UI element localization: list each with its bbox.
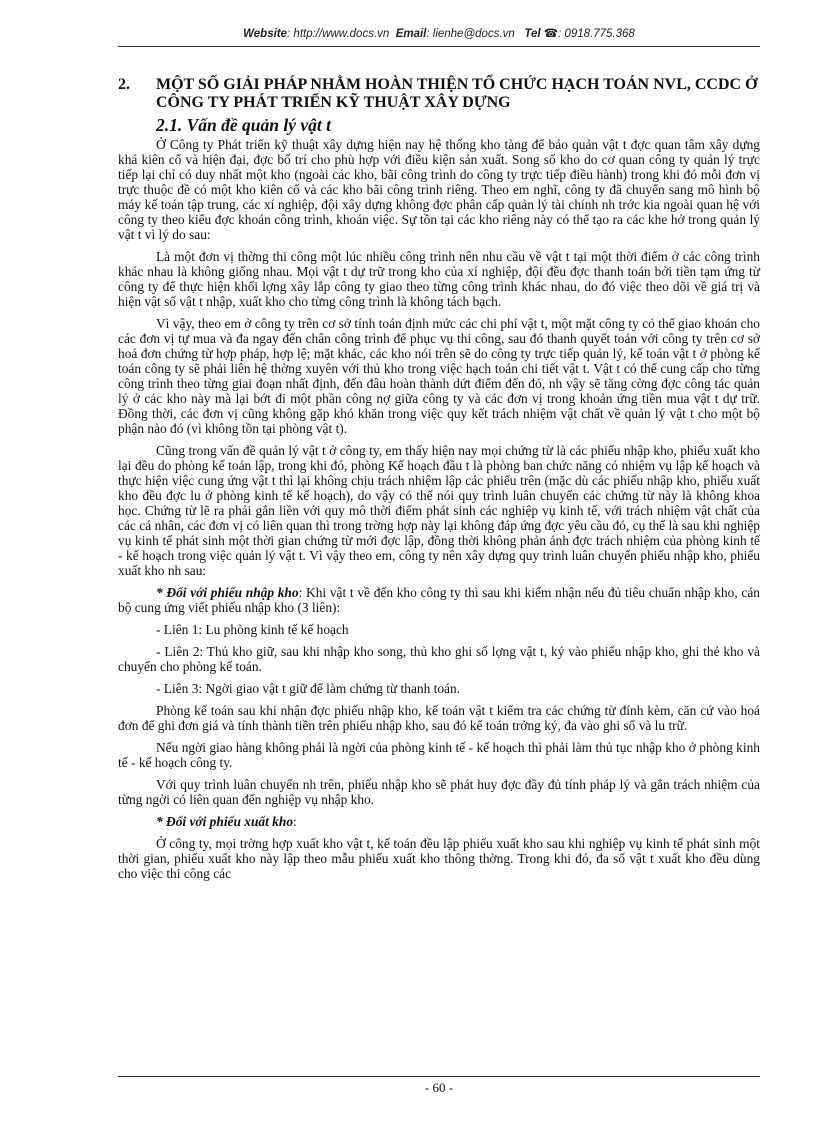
import-paragraph-2: Nếu ngời giao hàng không phải là ngời của phòng kinh tế - kế hoạch thì phải làm thủ tục nhập kho ở phòng kinh tế - kế hoạch công ty.	[118, 740, 760, 770]
subsection-title: 2.1. Vấn đề quản lý vật t	[156, 115, 332, 135]
list-item: - Liên 2: Thủ kho giữ, sau khi nhập kho song, thủ kho ghi số lợng vật t, ký vào phiếu nhập kho, ghi thẻ kho và chuyển cho phòng kế toán.	[118, 644, 760, 674]
email-value: : lienhe@docs.vn	[426, 28, 515, 40]
export-slip-heading	[118, 814, 760, 829]
import-slip-intro-text: : Khi vật t về đến kho công ty thì sau khi kiểm nhận nếu đủ tiêu chuẩn nhập kho, cán bộ cung ứng viết phiếu nhập kho (3 liên):	[118, 585, 760, 615]
phone-icon: ☎	[543, 28, 559, 40]
section-heading	[118, 76, 760, 112]
email-label: Email	[395, 28, 427, 40]
paragraph-1: Ở Công ty Phát triển kỹ thuật xây dựng hiện nay hệ thống kho tàng để bảo quản vật t đợc quan tâm xây dựng khá kiên cố và hiện đại, đợc bố trí cho phù hợp với điều kiện sản xuất. Song số kho do cơ quan công ty quản lý trực tiếp lại chỉ có duy nhất một kho (ngoài các kho, bãi công trình do công ty trực tiếp điều hành) trong khi đó mỗi đơn vị trực thuộc đề có một kho kiên cố và các kho bãi công trình riêng. Theo em nghĩ, công ty đã chuyển sang mô hình bộ máy kế toán tập trung, các xí nghiệp, đội xây dựng không đợc phân cấp quản lý tài chính nh trớc kia ngoài quan hệ với công ty theo kiểu đợc khoán công trình, khoán việc. Sự tồn tại các kho riêng này có thể tạo ra các khe hở trong quản lý vật t vì lý do sau:	[118, 137, 760, 242]
import-paragraph-1: Phòng kế toán sau khi nhận đợc phiếu nhập kho, kế toán vật t kiểm tra các chứng từ đính kèm, căn cứ vào hoá đơn để ghi đơn giá và tính thành tiền trên phiếu nhập kho, sau đó kế toán trởng ký, đa vào ghi sổ và lu trữ.	[118, 703, 760, 733]
import-paragraph-3: Với quy trình luân chuyển nh trên, phiếu nhập kho sẽ phát huy đợc đầy đủ tính pháp lý và gắn trách nhiệm của từng ngời có liên quan đến nghiệp vụ nhập kho.	[118, 777, 760, 807]
list-item: - Liên 3: Ngời giao vật t giữ để làm chứng từ thanh toán.	[156, 681, 461, 696]
page-header	[118, 26, 760, 47]
paragraph-3: Vì vậy, theo em ở công ty trên cơ sở tính toán định mức các chi phí vật t, một mặt công ty có thể giao khoán cho các đơn vị tự mua và đa ngay đến chân công trình để phục vụ thi công, sau đó thanh quyết toán với công ty trên cơ sở hoá đơn chứng từ hợp pháp, hợp lệ; mặt khác, các kho nói trên sẽ do công ty trực tiếp quản lý, kế toán vật t ở phòng kế toán công ty sẽ phải liên hệ thờng xuyên với thủ kho trong việc hạch toán chi tiết vật t. Vật t có thể cung cấp cho từng công trình theo từng giai đoạn nhất định, đến đâu hoàn thành dứt điểm đến đó, nh vậy sẽ tăng cờng đợc công tác quản lý ở các kho này mà lại bớt đi một phần công nợ giữa công ty và các đơn vị trong khoản ứng tiền mua vật t dự trữ. Đồng thời, các đơn vị cũng không gặp khó khăn trong việc quy kết trách nhiệm vật chất về quản lý vật t cho một bộ phận nào đó (vì không tồn tại phòng vật t).	[118, 316, 760, 436]
section-number: 2.	[118, 76, 130, 93]
page-footer	[118, 1076, 760, 1096]
website-value: : http://www.docs.vn	[287, 28, 390, 40]
import-slip-intro	[118, 585, 760, 615]
section-title: MỘT SỐ GIẢI PHÁP NHẰM HOÀN THIỆN TỔ CHỨC HẠCH TOÁN NVL, CCDC Ở CÔNG TY PHÁT TRIỂN KỸ THUẬT XÂY DỰNG	[156, 76, 758, 111]
list-item: - Liên 1: Lu phòng kinh tế kế hoạch	[156, 622, 349, 637]
export-paragraph: Ở công ty, mọi trờng hợp xuất kho vật t, kế toán đều lập phiếu xuất kho sau khi nghiệp vụ kinh tế phát sinh một thời gian, phiếu xuất kho này lập theo mẫu phiếu xuất kho thông thờng. Trong khi đó, đa số vật t xuất kho đều dùng cho việc thi công các	[118, 836, 760, 881]
website-label: Website	[243, 28, 288, 40]
tel-label: Tel	[524, 28, 541, 40]
export-slip-lead: * Đối với phiếu xuất kho	[156, 814, 294, 829]
page-content	[118, 76, 760, 888]
import-slip-lead: * Đối với phiếu nhập kho	[156, 585, 299, 600]
paragraph-2: Là một đơn vị thờng thi công một lúc nhiều công trình nên nhu cầu về vật t tại một thời điểm ở các công trình khác nhau là không giống nhau. Mọi vật t dự trữ trong kho của xí nghiệp, đội đều đợc thanh toán bởi tiền tạm ứng từ công ty để thực hiện khối lợng xây lắp công ty giao theo từng công trình khác nhau, do đó việc theo dõi về giá trị và hiện vật số vật t nhập, xuất kho cho từng công trình là không tách bạch.	[118, 249, 760, 309]
tel-value: : 0918.775.368	[558, 28, 635, 40]
paragraph-4: Cũng trong vấn đề quản lý vật t ở công ty, em thấy hiện nay mọi chứng từ là các phiếu nhập kho, phiếu xuất kho lại đều do phòng kế toán lập, trong khi đó, phòng Kế hoạch đầu t là phòng ban chức năng có nhiệm vụ lập kế hoạch và thực hiện việc cung ứng vật t thì lại không chịu trách nhiệm lập các phiếu trên (mặc dù các phiếu nhập kho, phiếu xuất kho đều đợc lu ở phòng kinh tế kế hoạch), do vậy có thể nói quy trình luân chuyển các chứng từ này là không khoa học. Chứng từ lẽ ra phải gắn liền với quy mô thời điểm phát sinh các nghiệp vụ kinh tế, với trách nhiệm vật chất của các cá nhân, các đơn vị có liên quan thì trong trờng hợp này lại không đáp ứng đợc yêu cầu đó, cụ thể là sau khi nghiệp vụ kinh tế phát sinh một thời gian chứng từ mới đợc lập, đồng thời không phản ánh đợc trách nhiệm của phòng kinh tế - kế hoạch trong việc quản lý vật t. Vì vậy theo em, công ty nên xây dựng quy trình luân chuyển phiếu nhập kho, phiếu xuất kho nh sau:	[118, 443, 760, 578]
export-slip-colon: :	[293, 814, 297, 829]
page-number: - 60 -	[424, 1080, 454, 1095]
